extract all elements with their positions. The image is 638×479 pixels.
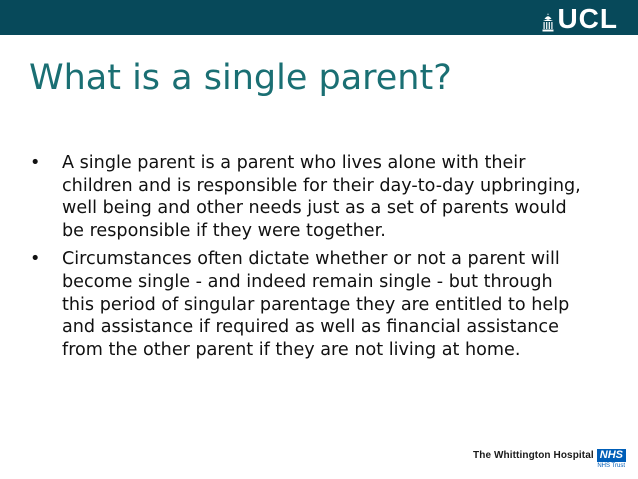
bullet-marker: •: [30, 249, 41, 270]
bullet-item: [28, 248, 588, 361]
hospital-logo-row: [473, 449, 626, 462]
bullet-text: A single parent is a parent who lives alone with their children and is responsible for their day-to-day upbringing, well being and other needs just as a set of parents would be responsible if they were together.: [62, 153, 581, 241]
bullet-text: Circumstances often dictate whether or not a parent will become single - and indeed remain single - but through this period of singular parentage they are entitled to help and assistance if required as well as financial assistance from the other parent if they are not living at home.: [62, 249, 570, 360]
bullet-marker: •: [30, 153, 41, 173]
ucl-portico-icon: [542, 12, 554, 32]
whittington-nhs-logo: [473, 449, 626, 469]
nhs-badge: NHS: [597, 449, 626, 462]
bullet-list: [28, 152, 588, 367]
bullet-item: [28, 152, 588, 242]
header-bar: [0, 0, 638, 35]
ucl-logo-text: UCL: [557, 3, 618, 34]
slide-title: What is a single parent?: [29, 58, 452, 98]
hospital-name: The Whittington Hospital: [473, 450, 594, 461]
ucl-logo: [542, 3, 618, 34]
nhs-trust-label: NHS Trust: [597, 463, 625, 469]
